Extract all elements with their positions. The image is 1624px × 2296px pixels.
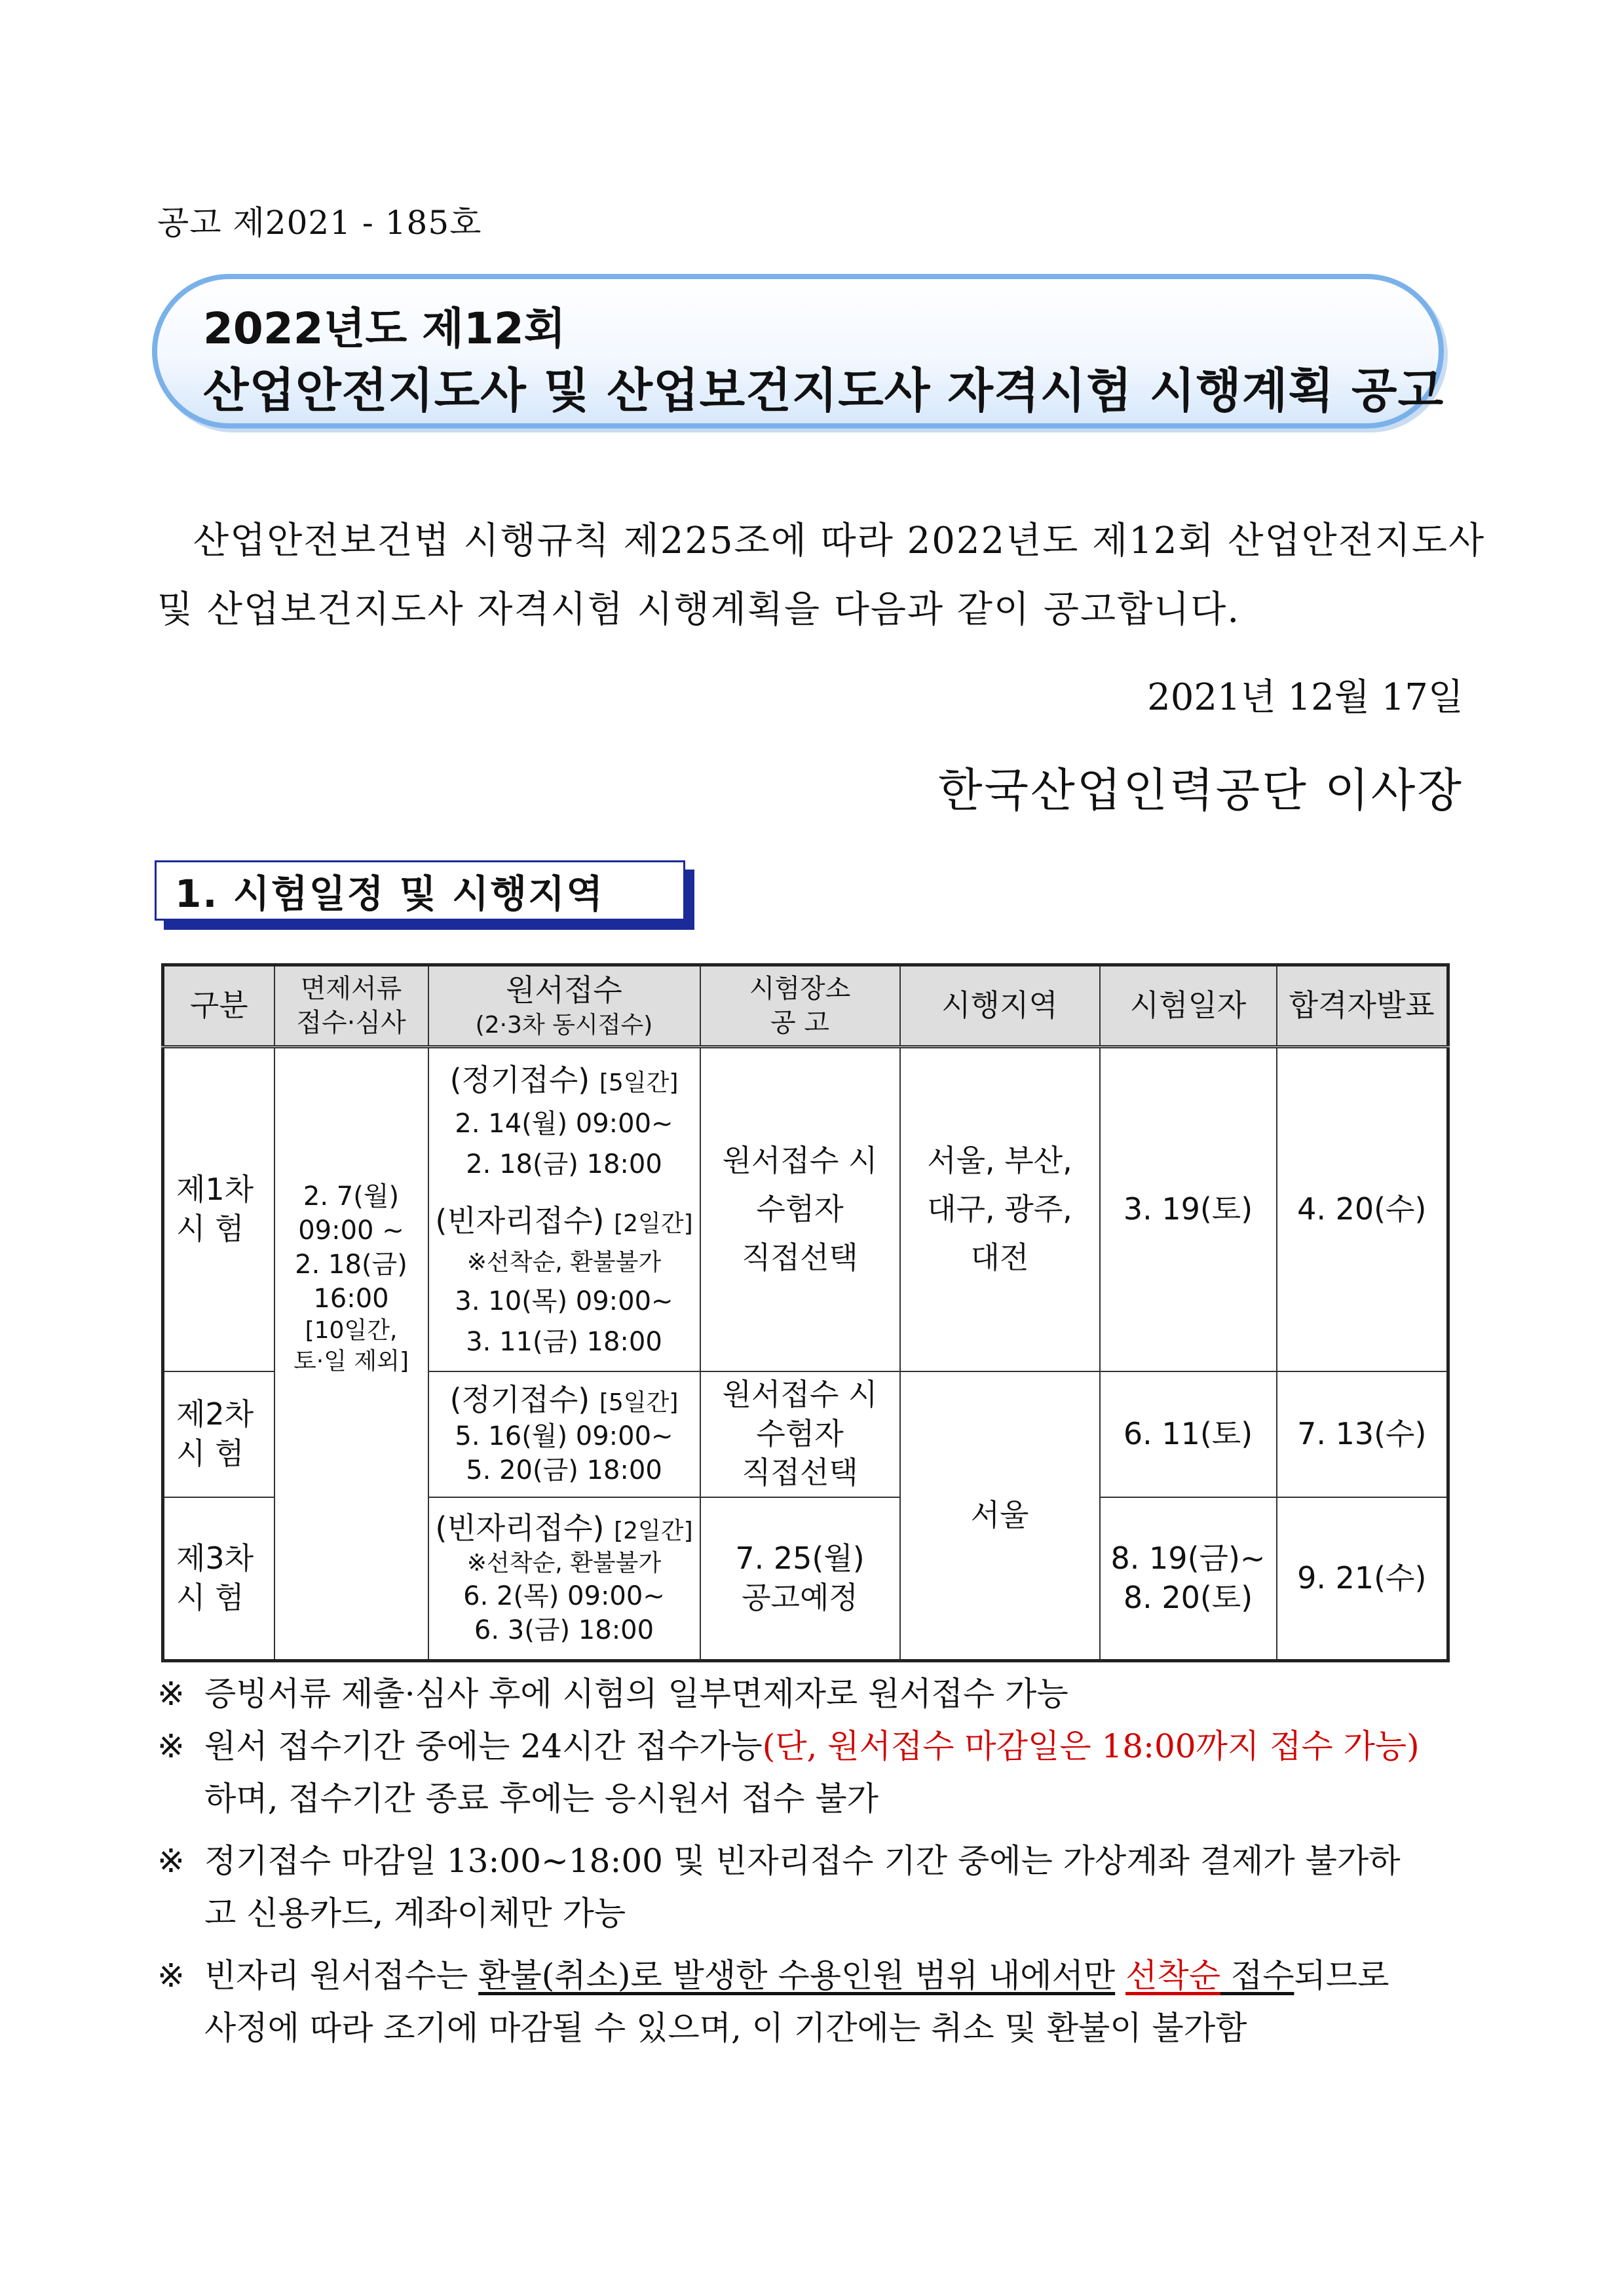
row-3-venue: 7. 25(월) 공고예정 xyxy=(700,1497,900,1661)
row-2-venue: 원서접수 시 수험자 직접선택 xyxy=(700,1371,900,1497)
announce-date: 2021년 12월 17일 xyxy=(1147,676,1463,719)
row-3-apply: (빈자리접수) [2일간] ※선착순, 환불불가 6. 2(목) 09:00∼ 6. 3(금) 18:00 xyxy=(428,1497,700,1661)
section-heading: 1. 시험일정 및 시행지역 xyxy=(155,860,685,921)
row-3-exam-date: 8. 19(금)∼ 8. 20(토) xyxy=(1100,1497,1277,1661)
header-category: 구분 xyxy=(163,965,274,1047)
row-1-apply: (정기접수) [5일간] 2. 14(월) 09:00∼ 2. 18(금) 18:00 (빈자리접수) [2일간] ※선착순, 환불불가 3. 10(목) 09:00∼ 3. 11(금) 18:00 xyxy=(428,1047,700,1371)
header-docs: 면제서류 접수·심사 xyxy=(274,965,428,1047)
region-23: 서울 xyxy=(900,1371,1100,1661)
row-3-result: 9. 21(수) xyxy=(1277,1497,1448,1661)
issuer: 한국산업인력공단 이사장 xyxy=(937,763,1463,817)
row-2-name: 제2차 시 험 xyxy=(163,1371,274,1497)
title-line-2: 산업안전지도사 및 산업보건지도사 자격시험 시행계획 공고 xyxy=(203,363,1445,418)
row-3-name: 제3차 시 험 xyxy=(163,1497,274,1661)
table-row xyxy=(163,1047,1448,1371)
header-region: 시행지역 xyxy=(900,965,1100,1047)
header-exam-date: 시험일자 xyxy=(1100,965,1277,1047)
row-2-result: 7. 13(수) xyxy=(1277,1371,1448,1497)
table-header-row xyxy=(163,965,1448,1047)
row-2-apply: (정기접수) [5일간] 5. 16(월) 09:00∼ 5. 20(금) 18:00 xyxy=(428,1371,700,1497)
row-1-exam-date: 3. 19(토) xyxy=(1100,1047,1277,1371)
header-result: 합격자발표 xyxy=(1277,965,1448,1047)
header-apply: 원서접수 (2·3차 동시접수) xyxy=(428,965,700,1047)
row-1-name: 제1차 시 험 xyxy=(163,1047,274,1371)
intro-line-1: 산업안전보건법 시행규칙 제225조에 따라 2022년도 제12회 산업안전지도사 xyxy=(193,520,1486,562)
title-banner xyxy=(152,274,1444,429)
docs-period: 2. 7(월) 09:00 ∼ 2. 18(금) 16:00 [10일간, 토·일 제외] xyxy=(274,1047,428,1661)
row-2-exam-date: 6. 11(토) xyxy=(1100,1371,1277,1497)
intro-line-2: 및 산업보건지도사 자격시험 시행계획을 다음과 같이 공고합니다. xyxy=(157,588,1241,631)
row-1-result: 4. 20(수) xyxy=(1277,1047,1448,1371)
notice-number: 공고 제2021 - 185호 xyxy=(157,204,482,242)
title-line-1: 2022년도 제12회 xyxy=(203,303,566,354)
header-venue: 시험장소 공 고 xyxy=(700,965,900,1047)
schedule-table xyxy=(161,963,1450,1662)
row-1-venue: 원서접수 시 수험자 직접선택 xyxy=(700,1047,900,1371)
row-1-region: 서울, 부산, 대구, 광주, 대전 xyxy=(900,1047,1100,1371)
